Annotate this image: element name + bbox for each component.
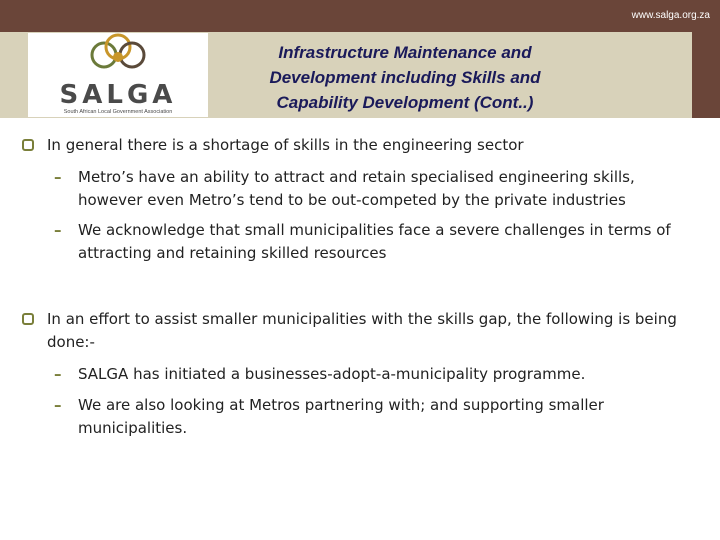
top-bar [0,0,720,32]
slide-title: Infrastructure Maintenance and Development including Skills and Capability Development (Cont..) [269,43,541,112]
sub-bullet-text: SALGA has initiated a businesses-adopt-a-municipality programme. [78,365,586,383]
dash-bullet-icon: – [54,221,62,239]
logo-wordmark: SALGA [59,80,177,110]
dash-bullet-icon: – [54,365,62,383]
salga-logo-icon [28,33,208,117]
bullet-text: In general there is a shortage of skills in the engineering sector [47,136,524,154]
sub-bullet-text: Metro’s have an ability to attract and retain specialised engineering skills, however even Metro’s tend to be out-competed by the private industries [78,168,635,209]
sub-bullet-text: We acknowledge that small municipalities face a severe challenges in terms of attracting and retaining skilled resources [78,221,671,262]
header-accent-block [692,32,720,118]
dash-bullet-icon: – [54,396,62,414]
checkbox-bullet-icon [22,139,34,151]
website-url: www.salga.org.za [631,10,710,21]
sub-bullet-text: We are also looking at Metros partnering with; and supporting smaller municipalities. [78,396,604,437]
salga-logo [28,33,208,117]
logo-tagline: South African Local Government Association [63,109,173,115]
bullet-text: In an effort to assist smaller municipalities with the skills gap, the following is being done:- [47,310,677,351]
checkbox-bullet-icon [22,313,34,325]
dash-bullet-icon: – [54,168,62,186]
